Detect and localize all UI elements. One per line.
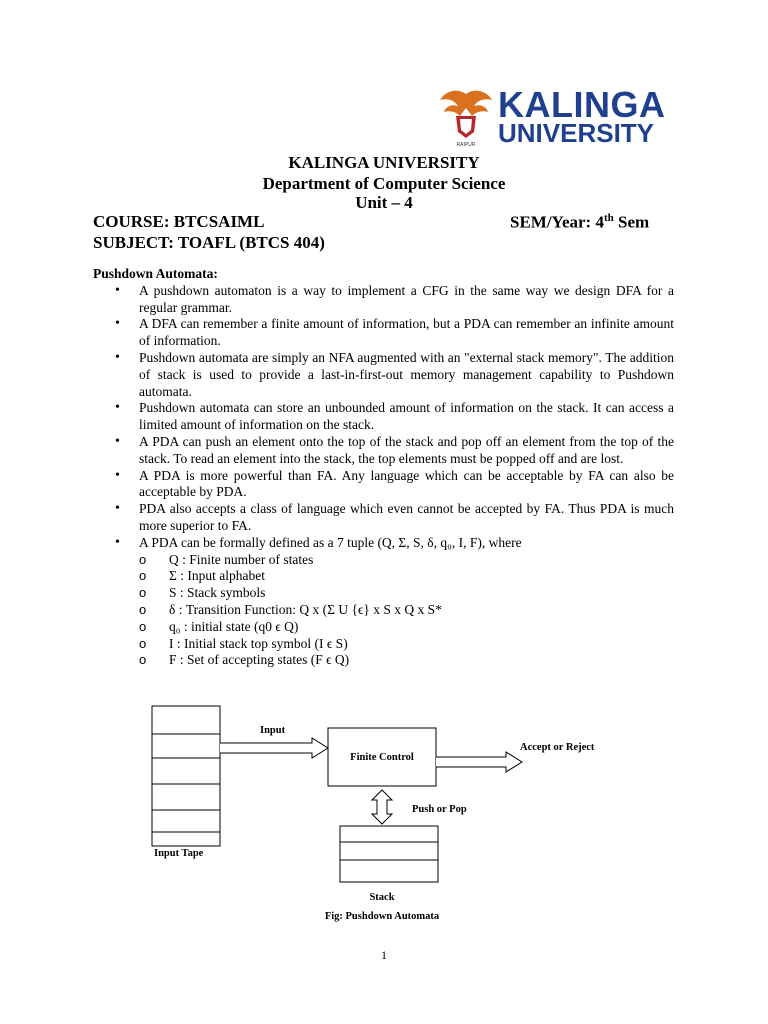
subject-label: SUBJECT: TOAFL (BTCS 404) [93, 233, 325, 252]
finite-control-label: Finite Control [350, 752, 414, 763]
tuple-item: o Σ : Input alphabet [139, 568, 674, 585]
input-tape-label: Input Tape [154, 848, 204, 859]
bullet-list [93, 283, 674, 669]
department-title: Department of Computer Science [262, 174, 506, 193]
university-crest-icon [438, 86, 494, 148]
tuple-item: o I : Initial stack top symbol (I ϵ S) [139, 636, 674, 653]
tuple-item: o q₀ : initial state (q0 ϵ Q) [139, 619, 674, 636]
section-title: Pushdown Automata: [93, 266, 218, 281]
bullet-item: • A PDA can push an element onto the top of the stack and pop off an element from the top of the stack. To read an element into the stack, the top elements must be popped off and are lost. [93, 434, 674, 468]
page-number: 1 [381, 948, 387, 962]
input-tape [152, 706, 220, 846]
stack-label: Stack [369, 892, 395, 903]
input-label: Input [260, 725, 286, 736]
push-pop-arrow [372, 790, 392, 824]
bullet-item: • A PDA is more powerful than FA. Any language which can be acceptable by FA can also be acceptable by PDA. [93, 468, 674, 502]
tuple-item: o δ : Transition Function: Q x (Σ U {ϵ} x S x Q x S* [139, 602, 674, 619]
tuple-list [139, 552, 674, 670]
figure-caption: Fig: Pushdown Automata [324, 911, 440, 922]
tuple-item: o F : Set of accepting states (F ϵ Q) [139, 652, 674, 669]
tuple-item: o S : Stack symbols [139, 585, 674, 602]
bullet-item: • Pushdown automata are simply an NFA augmented with an "external stack memory". The addition of stack is used to provide a last-in-first-out memory management capability to Pushdown automata. [93, 350, 674, 400]
output-arrow [436, 752, 522, 772]
university-title: KALINGA UNIVERSITY [288, 153, 480, 172]
unit-title: Unit – 4 [355, 193, 413, 212]
input-arrow [220, 738, 328, 758]
accept-reject-label: Accept or Reject [520, 742, 595, 753]
bullet-item-tuple [93, 535, 674, 669]
logo-text-kalinga: KALINGA [498, 84, 666, 125]
bullet-item: • A pushdown automaton is a way to implement a CFG in the same way we design DFA for a regular grammar. [93, 283, 674, 317]
bullet-item: • A DFA can remember a finite amount of information, but a PDA can remember an infinite amount of information. [93, 316, 674, 350]
semester-label: SEM/Year: 4th Sem [510, 212, 650, 232]
stack-box [340, 826, 438, 882]
crest-caption: RAIPUR [456, 142, 476, 148]
bullet-item: • PDA also accepts a class of language which even cannot be accepted by FA. Thus PDA is much more superior to FA. [93, 501, 674, 535]
logo-text-university: UNIVERSITY [498, 118, 655, 148]
pda-diagram [150, 702, 620, 927]
document-body [93, 266, 674, 669]
push-pop-label: Push or Pop [412, 804, 467, 815]
course-label: COURSE: BTCSAIML [93, 212, 265, 231]
tuple-item: o Q : Finite number of states [139, 552, 674, 569]
bullet-item: • Pushdown automata can store an unbounded amount of information on the stack. It can access a limited amount of information on the stack. [93, 400, 674, 434]
tuple-intro: • A PDA can be formally defined as a 7 tuple (Q, Σ, S, δ, q₀, I, F), where [139, 534, 522, 550]
